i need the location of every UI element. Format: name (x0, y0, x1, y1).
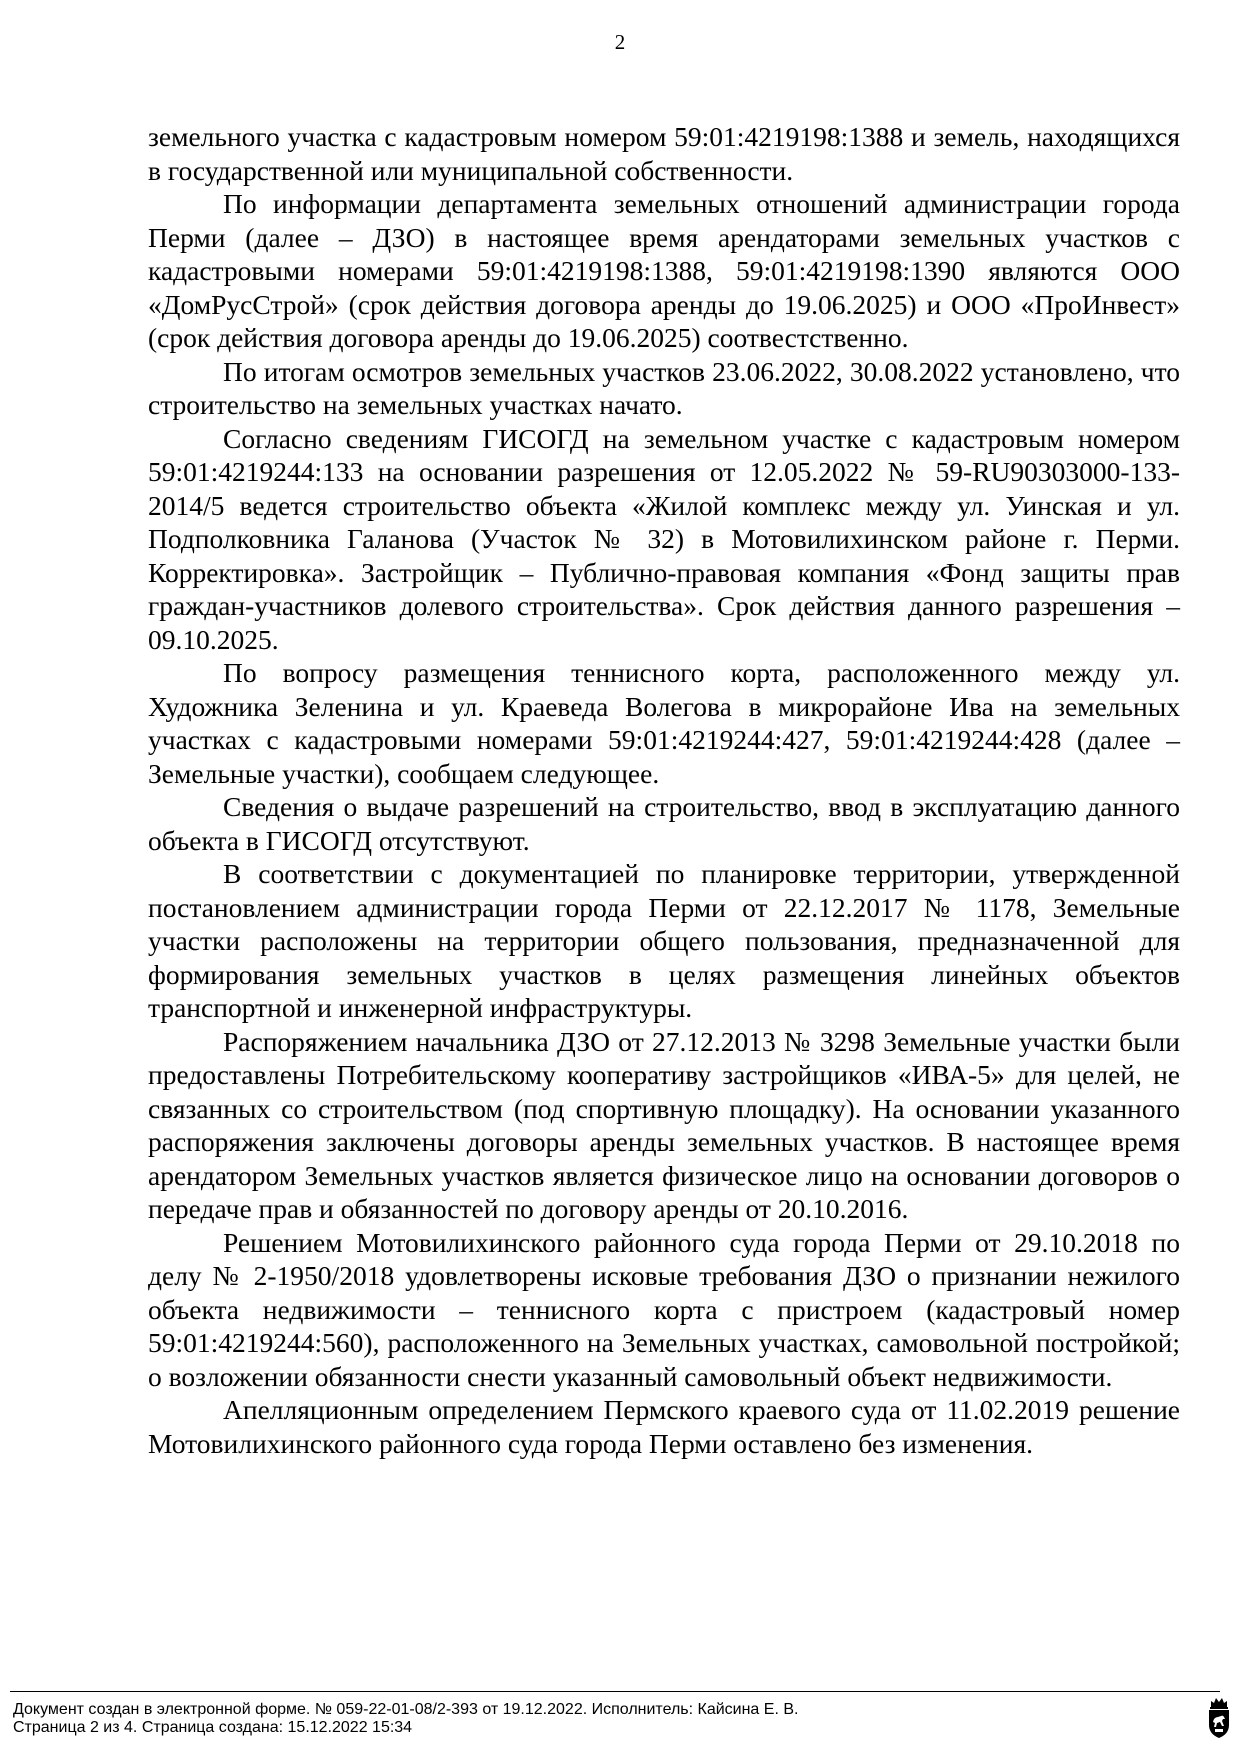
paragraph-court-decision: Решением Мотовилихинского районного суда города Перми от 29.10.2018 по делу № 2-1950/2018 удовлетворены исковые требования ДЗО о признании нежилого объекта недвижимости – теннисного корта с пристроем (кадастровый номер 59:01:4219244:560), расположенного на Земельных участках, самовольной постройкой; о возложении обязанности снести указанный самовольный объект недвижимости. (148, 1226, 1180, 1392)
paragraph-appeal: Апелляционным определением Пермского краевого суда от 11.02.2019 решение Мотовилихинского районного суда города Перми оставлено без изменения. (148, 1394, 1180, 1459)
paragraph-gisogd-permit: Согласно сведениям ГИСОГД на земельном участке с кадастровым номером 59:01:4219244:133 на основании разрешения от 12.05.2022 № 59-RU90303000-133-2014/5 ведется строительство объекта «Жилой комплекс между ул. Уинская и ул. Подполковника Галанова (Участок № 32) в Мотовилихинском районе г. Перми. Корректировка». Застройщик – Публично-правовая компания «Фонд защиты прав граждан-участников долевого строительства». Срок действия данного разрешения – 09.10.2025. (148, 422, 1180, 655)
paragraph-inspections: По итогам осмотров земельных участков 23.06.2022, 30.08.2022 установлено, что строительство на земельных участках начато. (148, 355, 1180, 420)
paragraph-tennis-court: По вопросу размещения теннисного корта, расположенного между ул. Художника Зеленина и ул. Краеведа Волегова в микрорайоне Ива на земельных участках с кадастровыми номерами 59:01:4219244:427, 59:01:4219244:428 (далее – Земельные участки), сообщаем следующее. (148, 657, 1180, 789)
paragraph-planning: В соответствии с документацией по планировке территории, утвержденной постановлением администрации города Перми от 22.12.2017 № 1178, Земельные участки расположены на территории общего пользования, предназначенной для формирования земельных участков в целях размещения линейных объектов транспортной и инженерной инфраструктуры. (148, 858, 1180, 1023)
paragraph-dzo-tenants: По информации департамента земельных отношений администрации города Перми (далее – ДЗО) в настоящее время арендаторами земельных участков с кадастровыми номерами 59:01:4219198:1388, 59:01:4219198:1390 являются ООО «ДомРусСтрой» (срок действия договора аренды до 19.06.2025) и ООО «ПроИнвест» (срок действия договора аренды до 19.06.2025) соотвестственно. (148, 188, 1180, 353)
footer-line-document: Документ создан в электронной форме. № 059-22-01-08/2-393 от 19.12.2022. Исполнитель: Кайсина Е. В. (13, 1701, 799, 1718)
document-body (148, 120, 1180, 1460)
paragraph-continuation: земельного участка с кадастровым номером 59:01:4219198:1388 и земель, находящихся в государственной или муниципальной собственности. (148, 121, 1180, 186)
paragraph-order-3298: Распоряжением начальника ДЗО от 27.12.2013 № 3298 Земельные участки были предоставлены Потребительскому кооперативу застройщиков «ИВА-5» для целей, не связанных со строительством (под спортивную площадку). На основании указанного распоряжения заключены договоры аренды земельных участков. В настоящее время арендатором Земельных участков является физическое лицо на основании договоров о передаче прав и обязанностей по договору аренды от 20.10.2016. (148, 1025, 1180, 1224)
paragraph-no-permits: Сведения о выдаче разрешений на строительство, ввод в эксплуатацию данного объекта в ГИСОГД отсутствуют. (148, 791, 1180, 856)
perm-coat-of-arms-icon (1206, 1695, 1232, 1739)
document-footer (13, 1701, 798, 1737)
footer-divider (10, 1691, 1220, 1692)
page-number: 2 (614, 30, 626, 54)
footer-line-page: Страница 2 из 4. Страница создана: 15.12.2022 15:34 (13, 1719, 413, 1736)
